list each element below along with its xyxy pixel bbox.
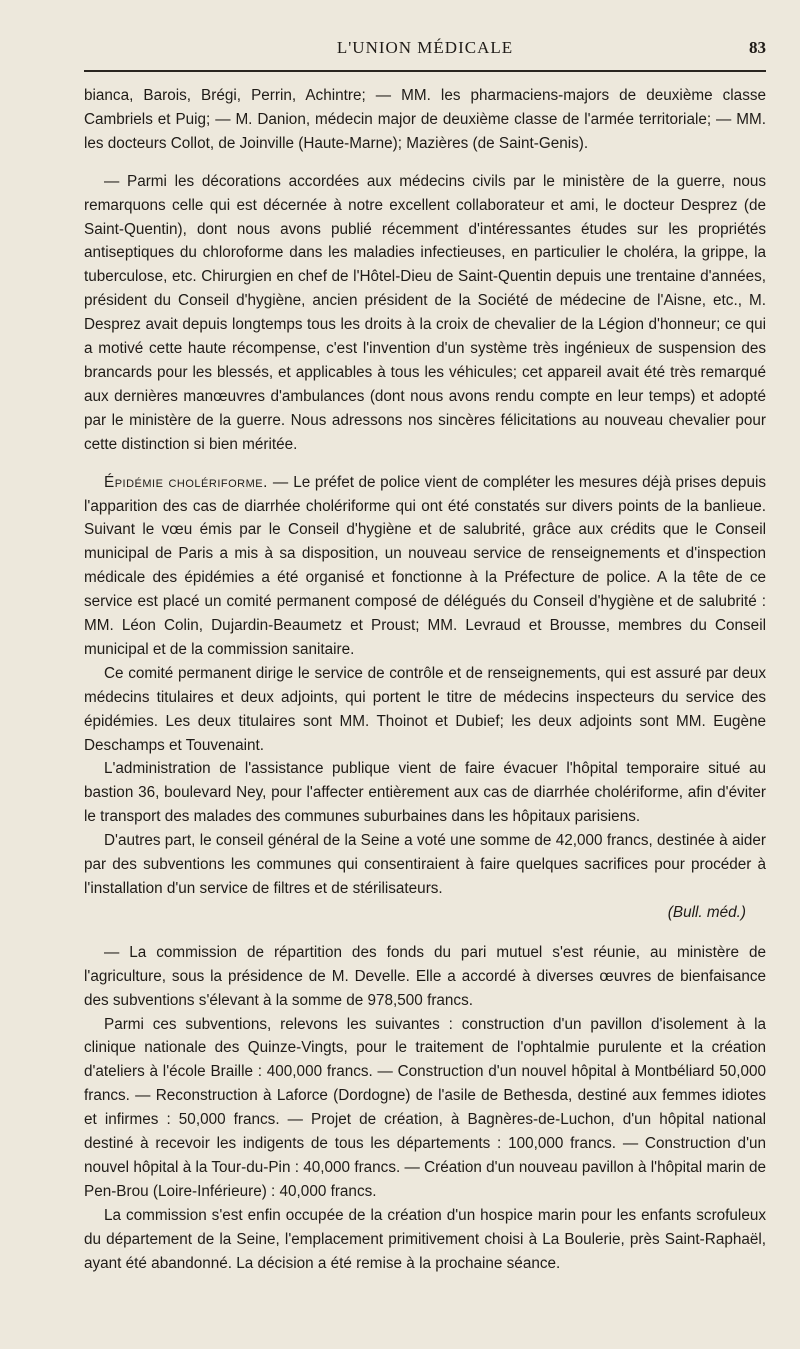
article-body — [84, 84, 766, 1276]
paragraph-7: — La commission de répartition des fonds du pari mutuel s'est réunie, au ministère de l'agriculture, sous la présidence de M. Develle. Elle a accordé à diverses œuvres de bienfaisance des subventions s'élevant à la somme de 978,500 francs. — [84, 943, 766, 1009]
journal-title: L'UNION MÉDICALE — [336, 38, 514, 57]
running-header — [84, 38, 766, 62]
paragraph-3-text: Le préfet de police vient de compléter les mesures déjà prises depuis l'apparition des cas de diarrhée cholériforme qui ont été constatés sur divers points de la banlieue. Suivant le vœu émis par le Conseil d'hygiène et de salubrité, grâce aux crédits que le Conseil municipal de Paris a mis à sa disposition, un nouveau service de renseignements et d'inspection médicale des épidémies a été organisé et fonctionne à la Préfecture de police. A la tête de ce service est placé un comité permanent composé de délégués du Conseil d'hygiène et de salubrité : MM. Léon Colin, Dujardin-Beaumetz et Proust; MM. Levraud et Brousse, membres du Conseil municipal et de la commission sanitaire. — [84, 473, 766, 658]
header-rule — [84, 70, 766, 72]
section-heading: Épidémie cholériforme. — — [104, 473, 289, 491]
page-number: 83 — [749, 38, 766, 57]
source-citation: (Bull. méd.) — [667, 903, 746, 921]
paragraph-9: La commission s'est enfin occupée de la création d'un hospice marin pour les enfants scrofuleux du département de la Seine, l'emplacement primitivement choisi à La Boulerie, près Saint-Raphaël, ayant été abandonné. La décision a été remise à la prochaine séance. — [84, 1206, 766, 1272]
paragraph-2: — Parmi les décorations accordées aux médecins civils par le ministère de la guerre, nous remarquons celle qui est décernée à notre excellent collaborateur et ami, le docteur Desprez (de Saint-Quentin), dont nous avons publié récemment d'intéressantes études sur les propriétés antiseptiques du chloroforme dans les maladies infectieuses, en particulier le choléra, la grippe, la tuberculose, etc. Chirurgien en chef de l'Hôtel-Dieu de Saint-Quentin depuis une trentaine d'années, président du Conseil d'hygiène, ancien président de la Société de médecine de l'Aisne, etc., M. Desprez avait depuis longtemps tous les droits à la croix de chevalier de la Légion d'honneur; ce qui a motivé cette haute récompense, c'est l'invention d'un système très ingénieux de suspension des brancards pour les blessés, et applicables à tous les véhicules; cet appareil avait été très remarqué aux dernières manœuvres d'ambulances (dont nous avons rendu compte en leur temps) et adopté par le ministère de la guerre. Nous adressons nos sincères félicitations au nouveau chevalier pour cette distinction si bien méritée. — [84, 172, 766, 453]
paragraph-8: Parmi ces subventions, relevons les suivantes : construction d'un pavillon d'isolement à la clinique nationale des Quinze-Vingts, pour le traitement de l'ophtalmie purulente et la création d'ateliers à l'école Braille : 400,000 francs. — Construction d'un nouvel hôpital à Montbéliard 50,000 francs. — Reconstruction à Laforce (Dordogne) de l'asile de Bethesda, destiné aux femmes idiotes et infirmes : 50,000 francs. — Projet de création, à Bagnères-de-Luchon, d'un hôpital national destiné à recevoir les indigents de tous les départements : 100,000 francs. — Construction d'un nouvel hôpital à la Tour-du-Pin : 40,000 francs. — Création d'un nouveau pavillon à l'hôpital marin de Pen-Brou (Loire-Inférieure) : 40,000 francs. — [84, 1015, 766, 1200]
paragraph-5: L'administration de l'assistance publique vient de faire évacuer l'hôpital temporaire situé au bastion 36, boulevard Ney, pour l'affecter entièrement aux cas de diarrhée cholériforme, afin d'éviter le transport des malades des communes suburbaines dans les hôpitaux parisiens. — [84, 760, 766, 826]
paragraph-4: Ce comité permanent dirige le service de contrôle et de renseignements, qui est assuré par deux médecins titulaires et deux adjoints, qui portent le titre de médecins inspecteurs du service des épidémies. Les deux titulaires sont MM. Thoinot et Dubief; les deux adjoints sont MM. Eugène Deschamps et Touvenaint. — [84, 664, 766, 754]
paragraph-1: bianca, Barois, Brégi, Perrin, Achintre; — MM. les pharmaciens-majors de deuxième classe Cambriels et Puig; — M. Danion, médecin major de deuxième classe de l'armée territoriale; — MM. les docteurs Collot, de Joinville (Haute-Marne); Mazières (de Saint-Genis). — [84, 87, 766, 152]
paragraph-3 — [84, 471, 766, 662]
paragraph-6: D'autres part, le conseil général de la Seine a voté une somme de 42,000 francs, destinée à aider par des subventions les communes qui consentiraient à faire quelques sacrifices pour procéder à l'installation d'un service de filtres et de stérilisateurs. — [84, 832, 766, 897]
